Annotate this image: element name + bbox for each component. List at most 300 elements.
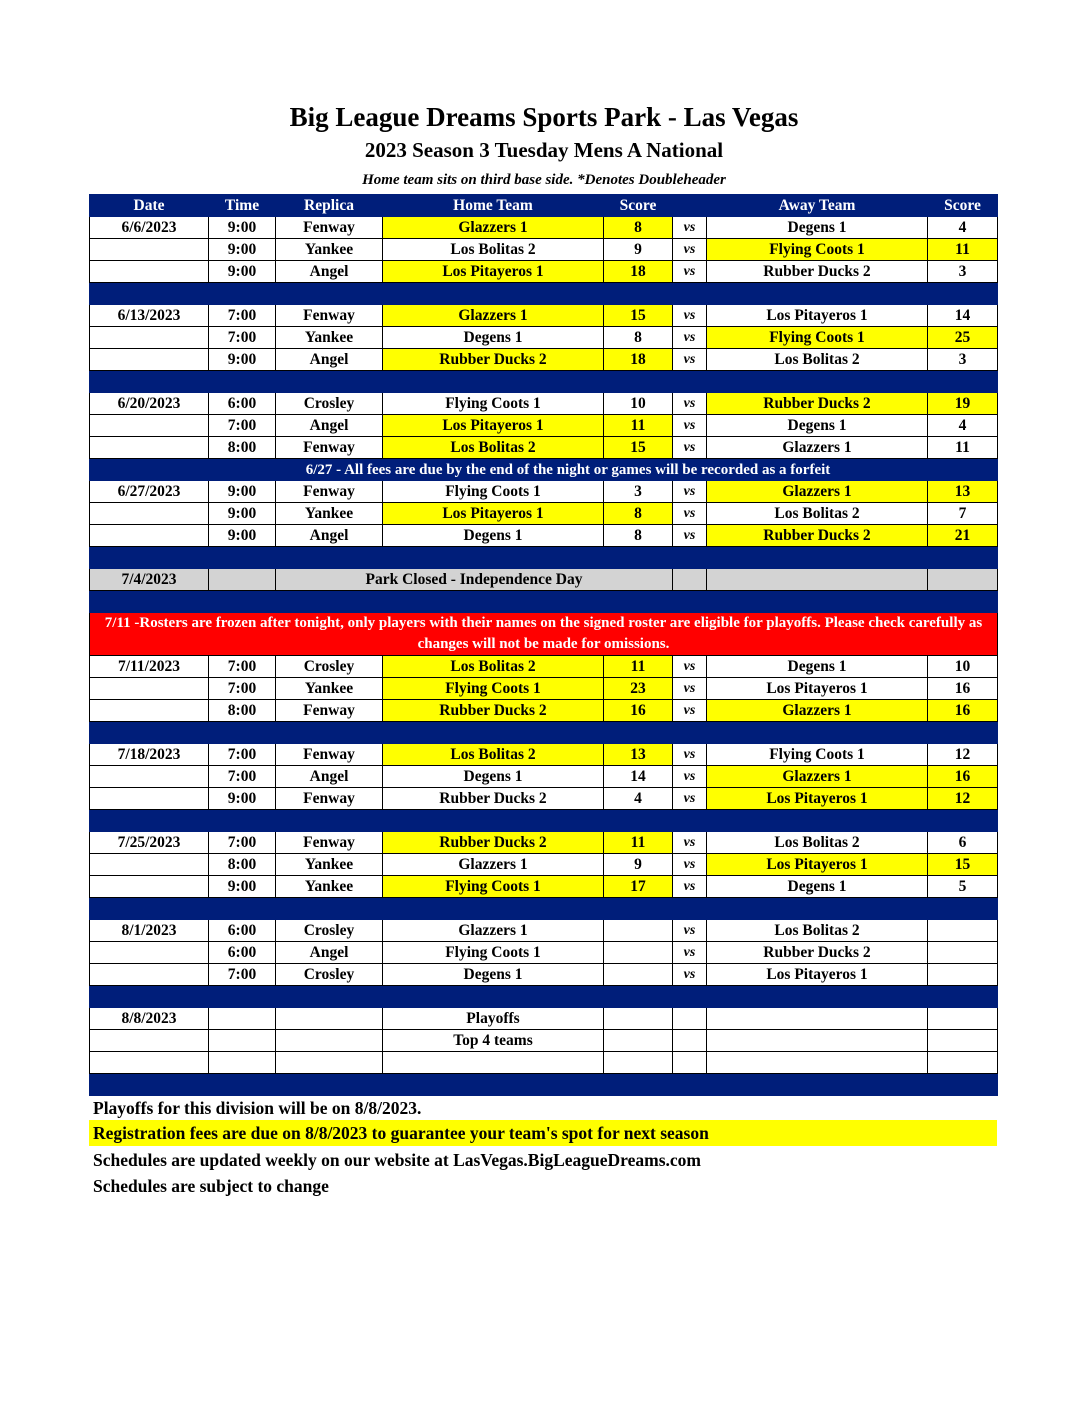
game-date — [90, 942, 209, 964]
footer-website-note: Schedules are updated weekly on our website at LasVegas.BigLeagueDreams.com — [93, 1150, 701, 1170]
separator-cell — [673, 547, 707, 569]
home-team: Flying Coots 1 — [383, 481, 604, 503]
away-score — [928, 1030, 998, 1052]
game-time: 7:00 — [209, 964, 276, 986]
game-row — [90, 437, 998, 459]
week-separator-row — [90, 722, 998, 744]
game-time — [209, 1052, 276, 1074]
game-field: Fenway — [276, 305, 383, 327]
separator-cell — [673, 722, 707, 744]
alert-text: 7/11 -Rosters are frozen after tonight, only players with their names on the signed roster are eligible for playoffs. Please check carefully as changes will not be made for omissions. — [90, 613, 998, 656]
separator-cell — [90, 1074, 209, 1096]
game-date — [90, 876, 209, 898]
game-row — [90, 305, 998, 327]
separator-cell — [276, 898, 383, 920]
game-time: 7:00 — [209, 744, 276, 766]
away-team: Los Pitayeros 1 — [707, 788, 928, 810]
home-team: Los Bolitas 2 — [383, 656, 604, 678]
home-team: Rubber Ducks 2 — [383, 349, 604, 371]
game-date: 6/20/2023 — [90, 393, 209, 415]
away-team: Los Pitayeros 1 — [707, 854, 928, 876]
game-row — [90, 1030, 998, 1052]
game-field: Yankee — [276, 678, 383, 700]
away-score — [928, 964, 998, 986]
separator-cell — [209, 371, 276, 393]
game-time: 7:00 — [209, 327, 276, 349]
vs-cell: vs — [673, 832, 707, 854]
home-score: 11 — [604, 832, 673, 854]
vs-cell: vs — [673, 964, 707, 986]
game-field: Fenway — [276, 744, 383, 766]
game-field: Crosley — [276, 964, 383, 986]
home-score: 8 — [604, 525, 673, 547]
separator-cell — [276, 1074, 383, 1096]
column-header: Home Team — [383, 195, 604, 217]
away-score: 4 — [928, 217, 998, 239]
separator-cell — [604, 283, 673, 305]
away-score: 16 — [928, 700, 998, 722]
game-date — [90, 766, 209, 788]
schedule-note: Home team sits on third base side. *Denotes Doubleheader — [362, 172, 726, 188]
game-time: 7:00 — [209, 832, 276, 854]
away-team: Rubber Ducks 2 — [707, 942, 928, 964]
away-team: Degens 1 — [707, 217, 928, 239]
away-score: 15 — [928, 854, 998, 876]
separator-cell — [383, 722, 604, 744]
game-time: 9:00 — [209, 239, 276, 261]
game-date: 6/6/2023 — [90, 217, 209, 239]
separator-cell — [90, 547, 209, 569]
separator-cell — [90, 371, 209, 393]
separator-cell — [673, 898, 707, 920]
away-team: Glazzers 1 — [707, 481, 928, 503]
game-date — [90, 1030, 209, 1052]
game-field: Fenway — [276, 437, 383, 459]
schedule-table — [89, 194, 998, 1096]
separator-cell — [209, 722, 276, 744]
separator-cell — [383, 371, 604, 393]
vs-cell: vs — [673, 788, 707, 810]
notice-spacer — [90, 459, 209, 481]
game-date: 6/27/2023 — [90, 481, 209, 503]
away-score: 13 — [928, 481, 998, 503]
game-time: 7:00 — [209, 415, 276, 437]
game-row — [90, 415, 998, 437]
home-score: 15 — [604, 437, 673, 459]
home-team: Los Pitayeros 1 — [383, 415, 604, 437]
separator-cell — [209, 547, 276, 569]
home-score: 11 — [604, 415, 673, 437]
home-team: Rubber Ducks 2 — [383, 700, 604, 722]
footer-change-note: Schedules are subject to change — [93, 1176, 329, 1196]
game-field: Angel — [276, 525, 383, 547]
footer-registration-note: Registration fees are due on 8/8/2023 to guarantee your team's spot for next season — [89, 1120, 997, 1146]
game-time: 9:00 — [209, 349, 276, 371]
separator-cell — [928, 283, 998, 305]
home-score: 8 — [604, 327, 673, 349]
game-field: Fenway — [276, 481, 383, 503]
separator-cell — [928, 986, 998, 1008]
game-row — [90, 656, 998, 678]
game-time: 8:00 — [209, 854, 276, 876]
away-score — [928, 569, 998, 591]
game-time: 6:00 — [209, 393, 276, 415]
away-score: 7 — [928, 503, 998, 525]
game-time: 9:00 — [209, 217, 276, 239]
separator-cell — [383, 283, 604, 305]
away-team: Glazzers 1 — [707, 766, 928, 788]
game-field: Fenway — [276, 217, 383, 239]
week-separator-row — [90, 591, 998, 613]
separator-cell — [707, 371, 928, 393]
separator-cell — [928, 722, 998, 744]
away-team: Los Bolitas 2 — [707, 503, 928, 525]
game-row — [90, 744, 998, 766]
away-score: 11 — [928, 239, 998, 261]
game-date — [90, 327, 209, 349]
vs-cell: vs — [673, 217, 707, 239]
game-row — [90, 788, 998, 810]
away-score — [928, 1052, 998, 1074]
game-field: Crosley — [276, 656, 383, 678]
game-row — [90, 678, 998, 700]
separator-cell — [209, 283, 276, 305]
separator-cell — [673, 986, 707, 1008]
home-score: 9 — [604, 854, 673, 876]
separator-cell — [383, 898, 604, 920]
game-date — [90, 349, 209, 371]
separator-cell — [707, 722, 928, 744]
home-team: Glazzers 1 — [383, 920, 604, 942]
game-date: 7/4/2023 — [90, 569, 209, 591]
vs-cell: vs — [673, 327, 707, 349]
home-score: 23 — [604, 678, 673, 700]
away-score: 12 — [928, 788, 998, 810]
game-time: 9:00 — [209, 261, 276, 283]
separator-cell — [928, 810, 998, 832]
away-score: 14 — [928, 305, 998, 327]
vs-cell: vs — [673, 920, 707, 942]
game-field: Angel — [276, 349, 383, 371]
home-team: Glazzers 1 — [383, 305, 604, 327]
separator-cell — [276, 371, 383, 393]
game-row — [90, 942, 998, 964]
away-team: Flying Coots 1 — [707, 327, 928, 349]
away-team: Degens 1 — [707, 415, 928, 437]
away-team: Los Bolitas 2 — [707, 920, 928, 942]
home-score — [604, 942, 673, 964]
away-team — [707, 1030, 928, 1052]
home-team — [383, 1052, 604, 1074]
table-header-row — [90, 195, 998, 217]
column-header — [673, 195, 707, 217]
game-field — [276, 1030, 383, 1052]
game-row — [90, 854, 998, 876]
away-score: 10 — [928, 656, 998, 678]
away-score: 25 — [928, 327, 998, 349]
page-title: Big League Dreams Sports Park - Las Vegas — [289, 102, 799, 132]
column-header: Score — [604, 195, 673, 217]
away-team: Los Pitayeros 1 — [707, 305, 928, 327]
week-separator-row — [90, 371, 998, 393]
away-team — [707, 1008, 928, 1030]
game-date — [90, 854, 209, 876]
separator-cell — [90, 986, 209, 1008]
separator-cell — [604, 547, 673, 569]
game-date: 7/25/2023 — [90, 832, 209, 854]
column-header: Away Team — [707, 195, 928, 217]
separator-cell — [90, 722, 209, 744]
separator-cell — [928, 1074, 998, 1096]
game-date — [90, 415, 209, 437]
game-field: Crosley — [276, 393, 383, 415]
week-separator-row — [90, 283, 998, 305]
vs-cell: vs — [673, 854, 707, 876]
home-score: 11 — [604, 656, 673, 678]
game-field: Angel — [276, 261, 383, 283]
vs-cell: vs — [673, 876, 707, 898]
home-team: Los Bolitas 2 — [383, 239, 604, 261]
away-team — [707, 569, 928, 591]
away-score: 16 — [928, 678, 998, 700]
game-date — [90, 1052, 209, 1074]
home-score — [604, 1008, 673, 1030]
game-time: 6:00 — [209, 920, 276, 942]
home-score — [604, 1030, 673, 1052]
separator-cell — [707, 547, 928, 569]
separator-cell — [90, 591, 209, 613]
game-date: 8/1/2023 — [90, 920, 209, 942]
home-score: 8 — [604, 503, 673, 525]
vs-cell: vs — [673, 766, 707, 788]
game-row — [90, 766, 998, 788]
home-team: Top 4 teams — [383, 1030, 604, 1052]
game-field: Angel — [276, 415, 383, 437]
game-time: 9:00 — [209, 788, 276, 810]
home-score: 14 — [604, 766, 673, 788]
game-field: Yankee — [276, 239, 383, 261]
vs-cell: vs — [673, 700, 707, 722]
separator-cell — [707, 986, 928, 1008]
home-team: Flying Coots 1 — [383, 876, 604, 898]
game-time — [209, 569, 276, 591]
vs-cell: vs — [673, 349, 707, 371]
game-time: 7:00 — [209, 656, 276, 678]
home-score: 4 — [604, 788, 673, 810]
game-row — [90, 481, 998, 503]
separator-cell — [707, 898, 928, 920]
vs-cell — [673, 569, 707, 591]
separator-cell — [673, 371, 707, 393]
notice-row — [90, 459, 998, 481]
home-team: Degens 1 — [383, 766, 604, 788]
away-team: Degens 1 — [707, 876, 928, 898]
game-row — [90, 700, 998, 722]
week-separator-row — [90, 898, 998, 920]
away-score: 19 — [928, 393, 998, 415]
game-time: 6:00 — [209, 942, 276, 964]
home-score: 16 — [604, 700, 673, 722]
separator-cell — [604, 810, 673, 832]
away-team: Los Bolitas 2 — [707, 349, 928, 371]
game-date — [90, 700, 209, 722]
game-row — [90, 261, 998, 283]
game-row — [90, 920, 998, 942]
home-team: Los Pitayeros 1 — [383, 503, 604, 525]
vs-cell: vs — [673, 239, 707, 261]
game-field: Fenway — [276, 832, 383, 854]
week-separator-row — [90, 547, 998, 569]
game-time: 8:00 — [209, 700, 276, 722]
game-field: Angel — [276, 942, 383, 964]
separator-cell — [209, 810, 276, 832]
separator-cell — [707, 591, 928, 613]
away-team: Rubber Ducks 2 — [707, 393, 928, 415]
away-score: 5 — [928, 876, 998, 898]
game-time: 7:00 — [209, 305, 276, 327]
game-date — [90, 788, 209, 810]
home-team: Flying Coots 1 — [383, 393, 604, 415]
game-row — [90, 1008, 998, 1030]
game-field: Yankee — [276, 327, 383, 349]
home-team: Los Bolitas 2 — [383, 744, 604, 766]
home-score — [604, 920, 673, 942]
away-team: Rubber Ducks 2 — [707, 261, 928, 283]
game-row — [90, 964, 998, 986]
page-subtitle: 2023 Season 3 Tuesday Mens A National — [364, 138, 724, 162]
week-separator-row — [90, 1074, 998, 1096]
game-field: Yankee — [276, 854, 383, 876]
game-field: Crosley — [276, 920, 383, 942]
game-row — [90, 217, 998, 239]
away-score — [928, 920, 998, 942]
game-row — [90, 1052, 998, 1074]
game-field: Yankee — [276, 876, 383, 898]
away-score: 11 — [928, 437, 998, 459]
home-score — [604, 1052, 673, 1074]
game-date — [90, 964, 209, 986]
notice-text: 6/27 - All fees are due by the end of the night or games will be recorded as a forfeit — [209, 459, 928, 481]
vs-cell — [673, 1008, 707, 1030]
game-row — [90, 393, 998, 415]
separator-cell — [673, 810, 707, 832]
game-date: 6/13/2023 — [90, 305, 209, 327]
game-row — [90, 503, 998, 525]
home-score: 3 — [604, 481, 673, 503]
vs-cell — [673, 1052, 707, 1074]
separator-cell — [383, 547, 604, 569]
game-time: 9:00 — [209, 503, 276, 525]
away-score — [928, 1008, 998, 1030]
separator-cell — [90, 283, 209, 305]
home-team: Flying Coots 1 — [383, 678, 604, 700]
vs-cell: vs — [673, 261, 707, 283]
game-time: 7:00 — [209, 678, 276, 700]
vs-cell: vs — [673, 503, 707, 525]
home-team: Rubber Ducks 2 — [383, 832, 604, 854]
vs-cell: vs — [673, 656, 707, 678]
vs-cell — [673, 1030, 707, 1052]
separator-cell — [604, 371, 673, 393]
game-time: 7:00 — [209, 766, 276, 788]
away-score: 6 — [928, 832, 998, 854]
game-row — [90, 525, 998, 547]
game-field: Yankee — [276, 503, 383, 525]
footer-playoffs-note: Playoffs for this division will be on 8/8/2023. — [93, 1098, 422, 1118]
vs-cell: vs — [673, 481, 707, 503]
game-time — [209, 1030, 276, 1052]
game-row — [90, 349, 998, 371]
game-date — [90, 525, 209, 547]
game-date — [90, 678, 209, 700]
home-score: 17 — [604, 876, 673, 898]
separator-cell — [276, 810, 383, 832]
away-team: Flying Coots 1 — [707, 239, 928, 261]
separator-cell — [209, 591, 276, 613]
notice-spacer — [928, 459, 998, 481]
game-date: 8/8/2023 — [90, 1008, 209, 1030]
separator-cell — [90, 810, 209, 832]
game-field — [276, 1052, 383, 1074]
separator-cell — [90, 898, 209, 920]
separator-cell — [276, 547, 383, 569]
vs-cell: vs — [673, 744, 707, 766]
away-team: Glazzers 1 — [707, 700, 928, 722]
away-team: Degens 1 — [707, 656, 928, 678]
away-team: Flying Coots 1 — [707, 744, 928, 766]
home-team: Rubber Ducks 2 — [383, 788, 604, 810]
separator-cell — [209, 898, 276, 920]
column-header: Score — [928, 195, 998, 217]
home-score: 9 — [604, 239, 673, 261]
separator-cell — [707, 810, 928, 832]
separator-cell — [209, 1074, 276, 1096]
separator-cell — [276, 722, 383, 744]
closed-text: Park Closed - Independence Day — [276, 569, 673, 591]
separator-cell — [928, 591, 998, 613]
home-team: Playoffs — [383, 1008, 604, 1030]
home-team: Degens 1 — [383, 525, 604, 547]
roster-alert-row — [90, 613, 998, 656]
vs-cell: vs — [673, 437, 707, 459]
home-score: 8 — [604, 217, 673, 239]
vs-cell: vs — [673, 678, 707, 700]
separator-cell — [928, 547, 998, 569]
game-row — [90, 327, 998, 349]
separator-cell — [928, 898, 998, 920]
home-team: Flying Coots 1 — [383, 942, 604, 964]
away-team: Glazzers 1 — [707, 437, 928, 459]
game-date: 7/18/2023 — [90, 744, 209, 766]
separator-cell — [604, 1074, 673, 1096]
away-team: Rubber Ducks 2 — [707, 525, 928, 547]
vs-cell: vs — [673, 415, 707, 437]
separator-cell — [383, 1074, 604, 1096]
separator-cell — [673, 1074, 707, 1096]
game-date — [90, 503, 209, 525]
game-field: Fenway — [276, 700, 383, 722]
home-team: Glazzers 1 — [383, 217, 604, 239]
home-team: Degens 1 — [383, 327, 604, 349]
column-header: Time — [209, 195, 276, 217]
separator-cell — [383, 810, 604, 832]
away-score: 3 — [928, 261, 998, 283]
game-time: 8:00 — [209, 437, 276, 459]
away-team — [707, 1052, 928, 1074]
game-date: 7/11/2023 — [90, 656, 209, 678]
game-field — [276, 1008, 383, 1030]
separator-cell — [928, 371, 998, 393]
